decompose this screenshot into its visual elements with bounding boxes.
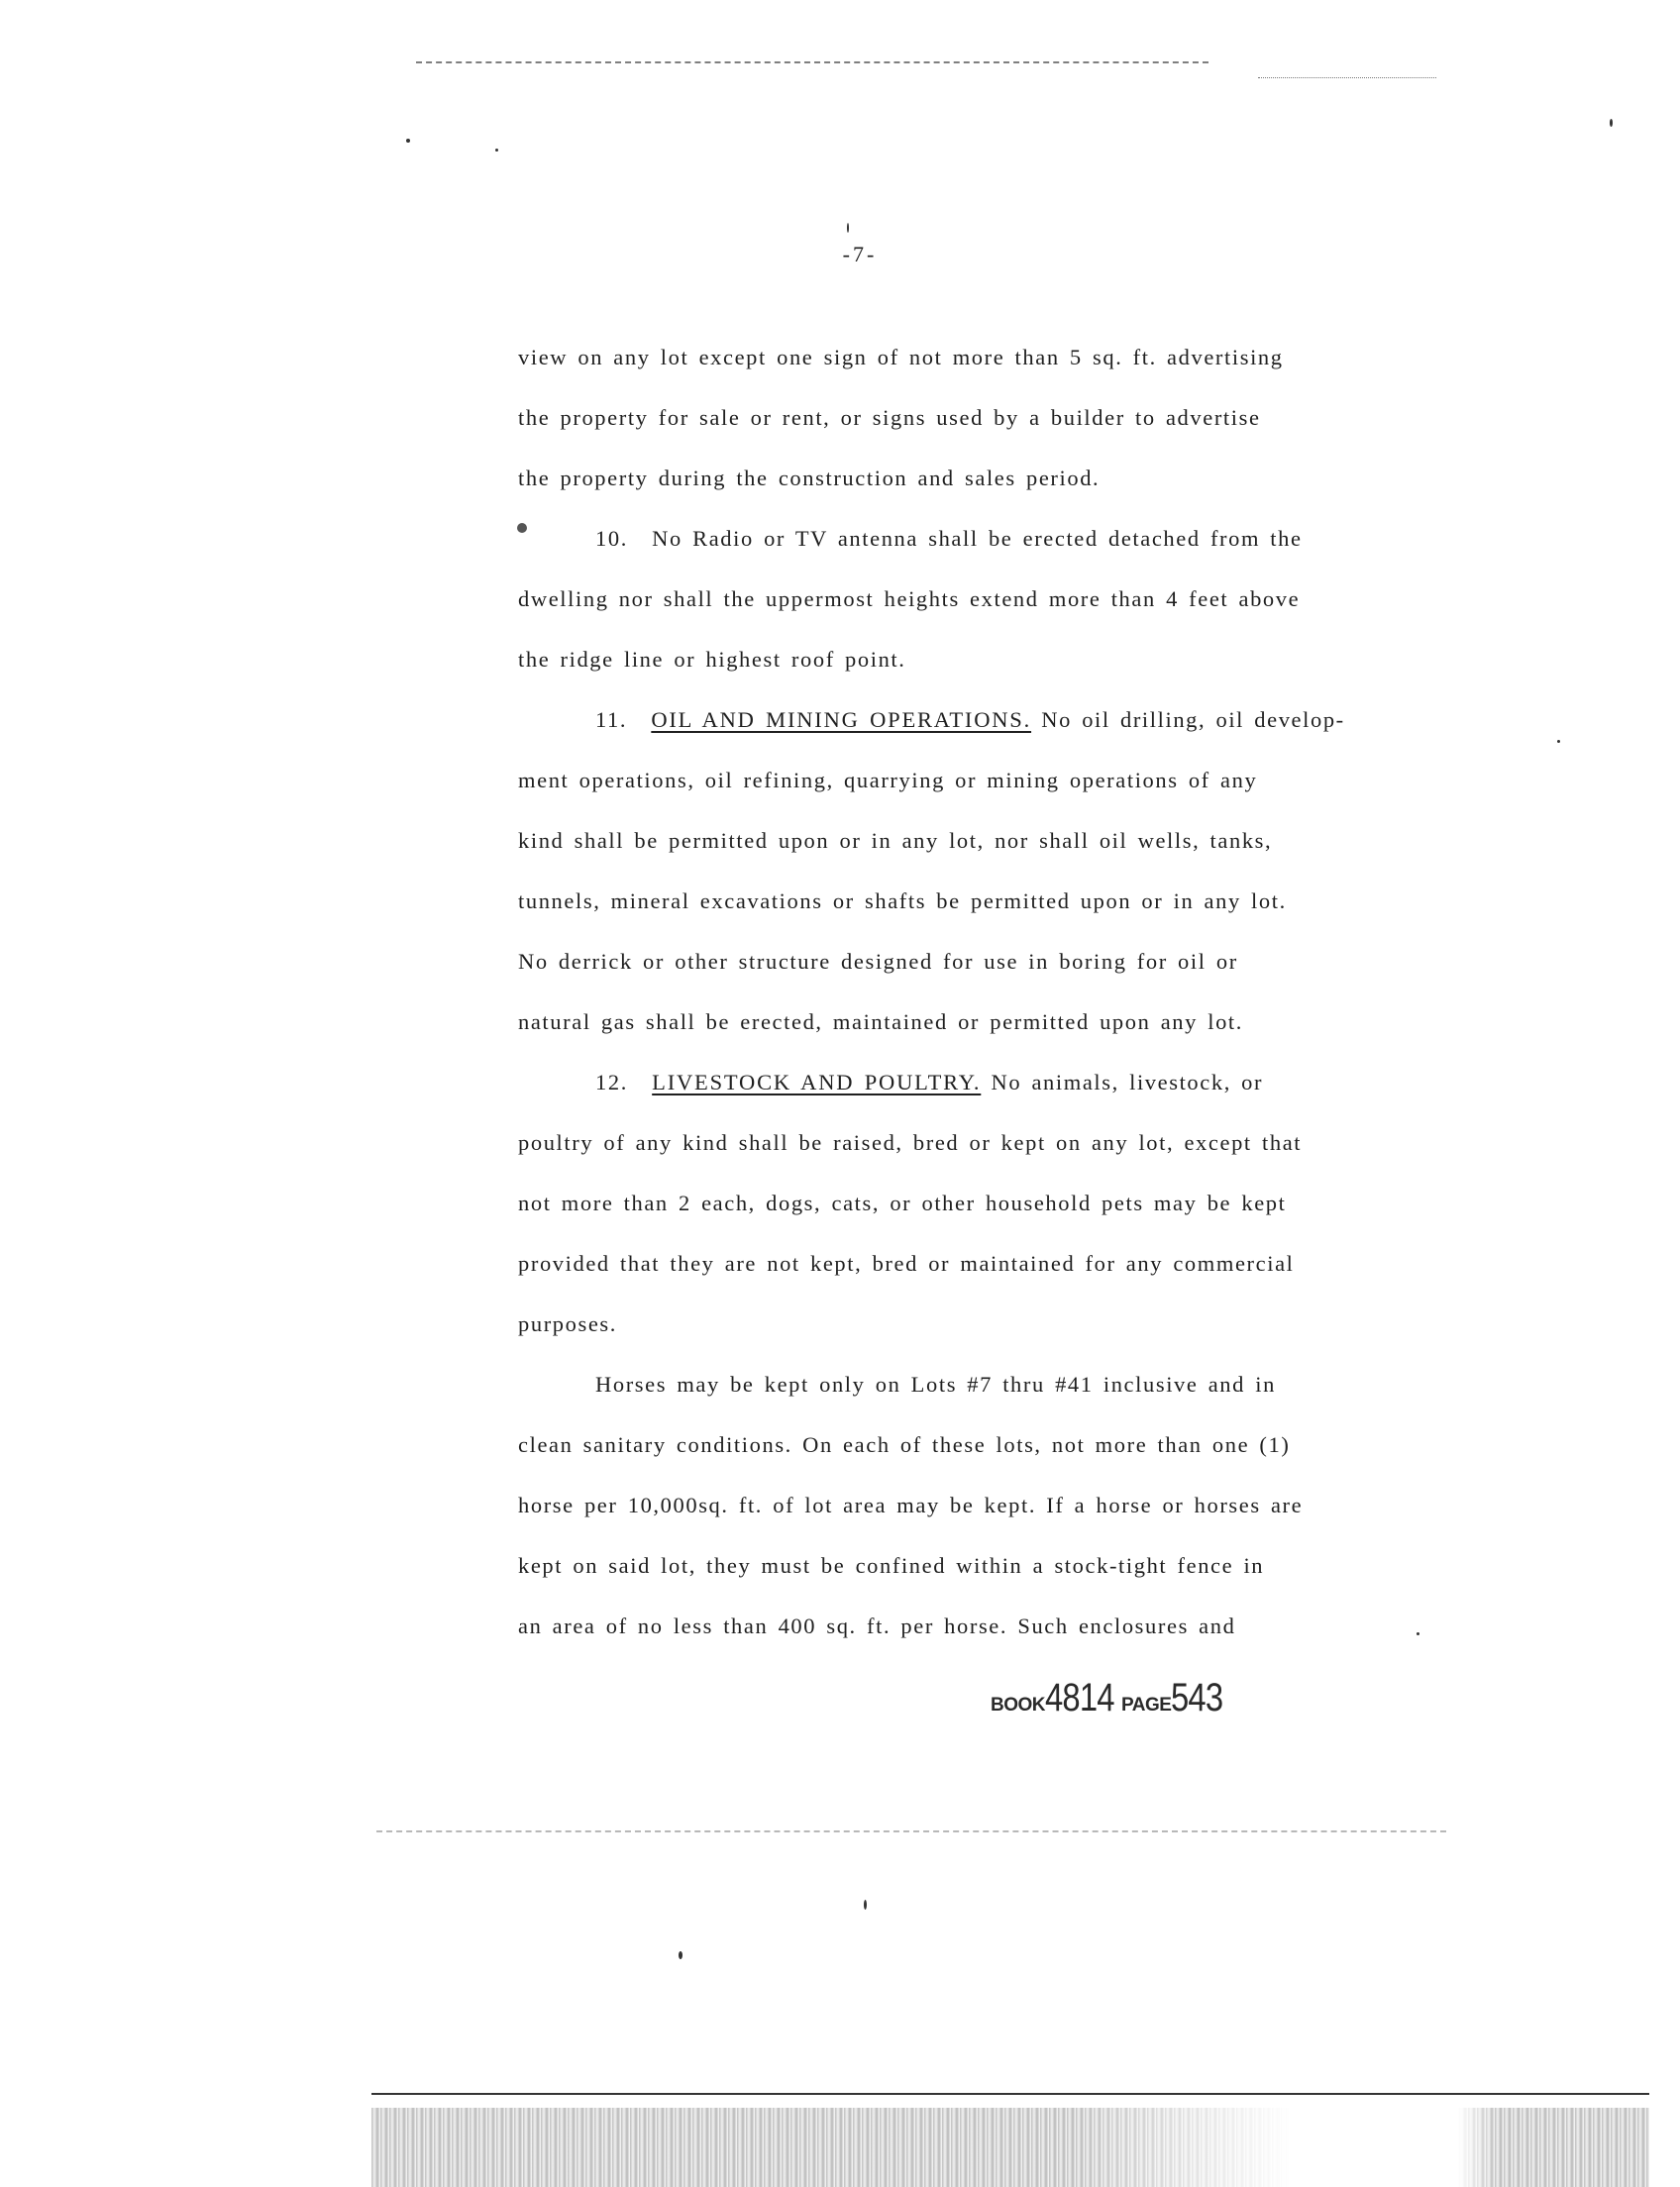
document-body: [518, 327, 1509, 1656]
page-number: -7-: [842, 242, 878, 266]
text-line: purposes.: [518, 1311, 618, 1336]
scan-noise-band: [371, 2108, 1649, 2187]
section-number: 11.: [595, 707, 628, 732]
section-text: No animals, livestock, or: [991, 1070, 1264, 1094]
text-line: the property during the construction and sales period.: [518, 466, 1101, 490]
section-10-first-line: [518, 508, 1509, 569]
text-line: tunnels, mineral excavations or shafts be permitted upon or in any lot.: [518, 888, 1287, 913]
scan-speck: [1557, 740, 1560, 743]
text-line: the ridge line or highest roof point.: [518, 647, 906, 672]
scan-speck: [864, 1900, 867, 1910]
text-line: kind shall be permitted upon or in any lot, nor shall oil wells, tanks,: [518, 828, 1273, 853]
text-line: ment operations, oil refining, quarrying or mining operations of any: [518, 768, 1258, 792]
scan-speck: [1610, 119, 1613, 127]
text-line: view on any lot except one sign of not more than 5 sq. ft. advertising: [518, 345, 1284, 369]
scan-top-rule: [416, 61, 1208, 63]
section-number: 10.: [595, 526, 628, 551]
section-text: No oil drilling, oil develop-: [1041, 707, 1345, 732]
section-text: No Radio or TV antenna shall be erected detached from the: [652, 526, 1303, 551]
scan-top-rule-right: [1258, 77, 1436, 78]
scan-speck: [847, 223, 849, 233]
section-number: 12.: [595, 1070, 628, 1094]
text-line: an area of no less than 400 sq. ft. per horse. Such enclosures and: [518, 1614, 1236, 1638]
section-12-first-line: [518, 1052, 1509, 1112]
section-heading: LIVESTOCK AND POULTRY.: [652, 1070, 982, 1094]
book-number: 4814: [1045, 1676, 1114, 1719]
page-label: PAGE: [1120, 1695, 1172, 1716]
book-page-stamp: [991, 1676, 1234, 1720]
text-line: horse per 10,000sq. ft. of lot area may be kept. If a horse or horses are: [518, 1493, 1304, 1517]
text-line: kept on said lot, they must be confined within a stock-tight fence in: [518, 1553, 1265, 1578]
text-line: not more than 2 each, dogs, cats, or other household pets may be kept: [518, 1191, 1287, 1215]
stamp-page-number: 543: [1171, 1676, 1223, 1719]
scan-bottom-rule: [371, 2093, 1649, 2095]
text-line: the property for sale or rent, or signs used by a builder to advertise: [518, 405, 1261, 430]
text-line: clean sanitary conditions. On each of these lots, not more than one (1): [518, 1432, 1291, 1457]
text-line: dwelling nor shall the uppermost heights extend more than 4 feet above: [518, 586, 1301, 611]
scan-speck: [406, 139, 410, 143]
scan-bottom-dash: [376, 1830, 1446, 1832]
book-label: BOOK: [991, 1695, 1045, 1716]
section-11-first-line: [518, 689, 1509, 750]
scan-speck: [679, 1951, 682, 1959]
text-line: natural gas shall be erected, maintained or permitted upon any lot.: [518, 1009, 1243, 1034]
horses-paragraph-first-line: Horses may be kept only on Lots #7 thru #41 inclusive and in: [595, 1372, 1276, 1397]
text-line: provided that they are not kept, bred or maintained for any commercial: [518, 1251, 1295, 1276]
section-heading: OIL AND MINING OPERATIONS.: [651, 707, 1032, 732]
text-line: No derrick or other structure designed for use in boring for oil or: [518, 949, 1238, 974]
text-line: poultry of any kind shall be raised, bred or kept on any lot, except that: [518, 1130, 1303, 1155]
scan-speck: [495, 149, 498, 152]
